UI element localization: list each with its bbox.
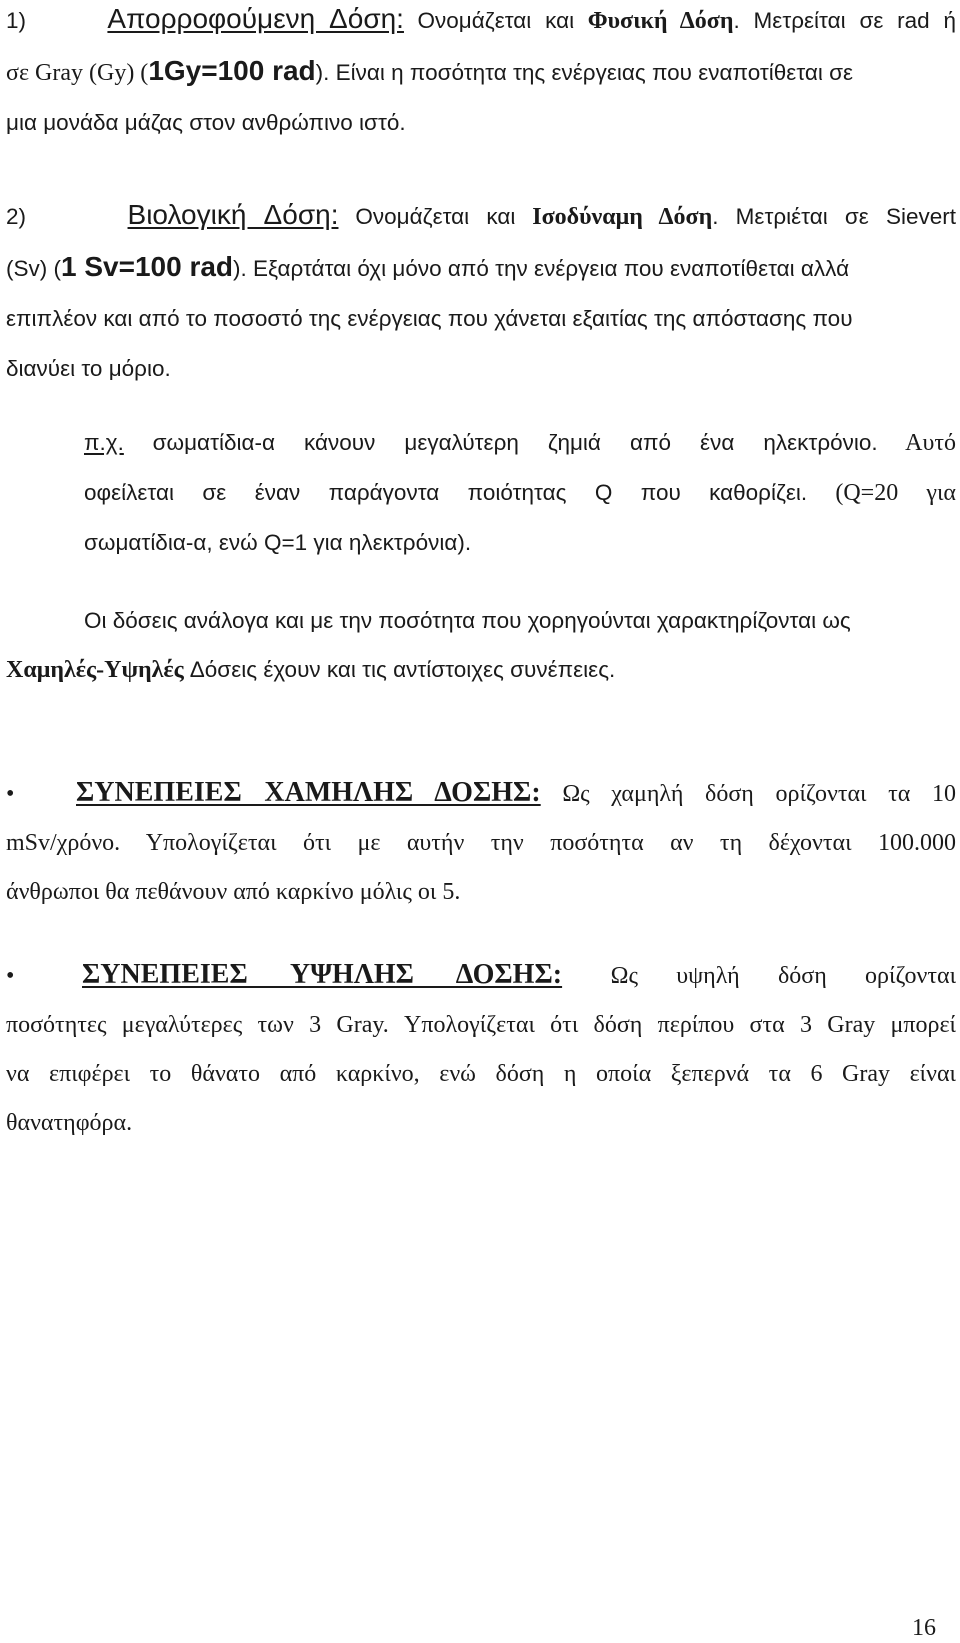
low-dose-line2: mSv/χρόνο. Υπολογίζεται ότι με αυτήν την ποσότητα αν τη δέχονται 100.000 [6, 830, 956, 856]
item2-definition-c: διανύει το μόριο. [6, 356, 171, 381]
item1-number: 1) [6, 8, 27, 33]
classification-bold-term: Χαμηλές-Υψηλές [6, 657, 184, 683]
example-line3: σωματίδια-α, ενώ Q=1 για ηλεκτρόνια). [84, 530, 472, 555]
item1-measured-b: σε Gray (Gy) ( [6, 60, 149, 86]
item2-term: Βιολογική Δόση: [127, 199, 339, 230]
example-paragraph [6, 418, 956, 567]
item1-definition-a: ). Είναι η ποσότητα της ενέργειας που εναποτίθεται σε [315, 60, 854, 85]
item1-unit-eq: 1Gy=100 rad [148, 55, 316, 86]
high-dose-line1 [6, 950, 956, 1001]
item2-unit-eq: 1 Sv=100 rad [61, 251, 234, 282]
low-dose-line1 [6, 768, 956, 819]
item-biological-dose [6, 190, 956, 394]
item1-intro: Ονομάζεται και [417, 8, 575, 33]
item2-line4 [6, 344, 956, 394]
item2-line1 [6, 190, 956, 242]
example-line2-sans: οφείλεται σε έναν παράγοντα ποιότητας Q που καθορίζει. [84, 480, 808, 505]
low-dose-line1-rest: Ως χαμηλή δόση ορίζονται τα 10 [562, 781, 956, 807]
low-dose-line3: άνθρωποι θα πεθάνουν από καρκίνο μόλις οι 5. [6, 879, 461, 905]
high-dose-section [6, 950, 956, 1148]
item1-measured-a: . Μετρείται σε rad ή [733, 8, 957, 33]
high-dose-line3: να επιφέρει το θάνατο από καρκίνο, ενώ δόση η οποία ξεπερνά τα 6 Gray είναι [6, 1061, 956, 1087]
bullet-icon: • [6, 781, 15, 807]
item2-line2 [6, 242, 956, 294]
item2-number: 2) [6, 204, 27, 229]
example-line2 [84, 468, 956, 518]
low-dose-section [6, 768, 956, 917]
classification-line2 [6, 645, 956, 695]
item1-definition-b: μια μονάδα μάζας στον ανθρώπινο ιστό. [6, 110, 406, 135]
item2-alt-name: Ισοδύναμη Δόση [532, 204, 713, 230]
item2-intro: Ονομάζεται και [355, 204, 516, 229]
page-number: 16 [912, 1615, 936, 1641]
item2-measured: . Μετριέται σε Sievert [712, 204, 957, 229]
example-line1-serif: Αυτό [905, 430, 956, 456]
item2-line3 [6, 294, 956, 344]
item2-unit-prefix: (Sv) ( [6, 256, 61, 281]
high-dose-line4: θανατηφόρα. [6, 1110, 133, 1136]
classification-line1: Οι δόσεις ανάλογα και με την ποσότητα που χορηγούνται χαρακτηρίζονται ως [84, 608, 851, 633]
classification-line2-rest: Δόσεις έχουν και τις αντίστοιχες συνέπειες. [189, 657, 616, 682]
item2-definition-b: επιπλέον και από το ποσοστό της ενέργειας που χάνεται εξαιτίας της απόστασης που [6, 306, 853, 331]
high-dose-heading: ΣΥΝΕΠΕΙΕΣ ΥΨΗΛΗΣ ΔΟΣΗΣ: [82, 959, 563, 990]
example-line1 [84, 418, 956, 468]
classification-paragraph [6, 596, 956, 695]
item1-line3 [6, 98, 956, 148]
item2-definition-a: ). Εξαρτάται όχι μόνο από την ενέργεια που εναποτίθεται αλλά [233, 256, 850, 281]
item1-line1 [6, 0, 956, 46]
item1-line2 [6, 46, 956, 98]
example-label: π.χ. [84, 430, 124, 455]
low-dose-heading: ΣΥΝΕΠΕΙΕΣ ΧΑΜΗΛΗΣ ΔΟΣΗΣ: [76, 777, 541, 808]
high-dose-line2: ποσότητες μεγαλύτερες των 3 Gray. Υπολογίζεται ότι δόση περίπου στα 3 Gray μπορεί [6, 1012, 956, 1038]
item-absorbed-dose [6, 0, 956, 148]
item1-alt-name: Φυσική Δόση [587, 8, 734, 34]
high-dose-line1-rest: Ως υψηλή δόση ορίζονται [610, 963, 957, 989]
item1-term: Απορροφούμενη Δόση: [107, 3, 404, 34]
example-line1-sans: σωματίδια-α κάνουν μεγαλύτερη ζημιά από ένα ηλεκτρόνιο. [152, 430, 878, 455]
bullet-icon: • [6, 963, 15, 989]
example-line2-serif: (Q=20 για [835, 480, 956, 506]
